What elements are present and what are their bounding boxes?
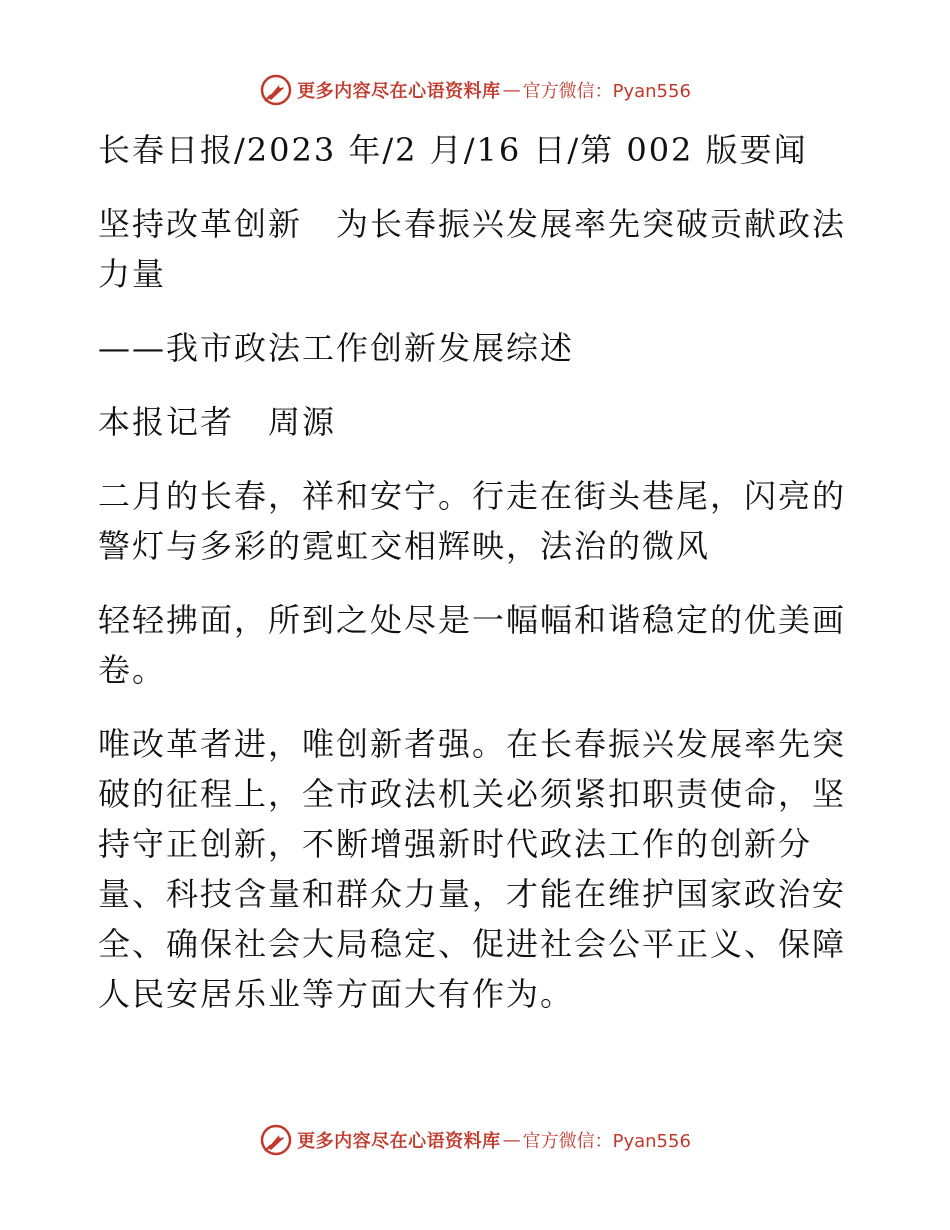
watermark-separator: — xyxy=(502,1129,521,1151)
watermark-main-text: 更多内容尽在心语资料库 xyxy=(297,1131,501,1152)
watermark-sub-text: 官方微信：Pyan556 xyxy=(522,81,691,102)
byline: 本报记者 周源 xyxy=(98,403,337,441)
pen-nib-logo-icon xyxy=(259,1123,293,1157)
paragraph: 唯改革者进，唯创新者强。在长春振兴发展率先突破的征程上，全市政法机关必须紧扣职责使命，坚持守正创新，不断增强新时代政法工作的创新分量、科技含量和群众力量，才能在维护国家政治安全、确保社会大局稳定、促进社会公平正义、保障人民安居乐业等方面大有作为。 xyxy=(98,725,847,1013)
paragraph: 二月的长春，祥和安宁。行走在街头巷尾，闪亮的警灯与多彩的霓虹交相辉映，法治的微风 xyxy=(98,477,847,565)
watermark-separator: — xyxy=(502,79,521,101)
article-body xyxy=(98,125,858,1019)
subheadline: ——我市政法工作创新发展综述 xyxy=(98,329,575,367)
pen-nib-logo-icon xyxy=(259,73,293,107)
headline: 坚持改革创新 为长春振兴发展率先突破贡献政法力量 xyxy=(98,205,847,293)
watermark-main-text: 更多内容尽在心语资料库 xyxy=(297,81,501,102)
watermark-banner-top xyxy=(0,70,950,110)
dateline: 长春日报/2023 年/2 月/16 日/第 002 版要闻 xyxy=(98,131,808,169)
paragraph: 轻轻拂面，所到之处尽是一幅幅和谐稳定的优美画卷。 xyxy=(98,601,847,689)
watermark-banner-bottom xyxy=(0,1120,950,1160)
watermark-sub-text: 官方微信：Pyan556 xyxy=(522,1131,691,1152)
